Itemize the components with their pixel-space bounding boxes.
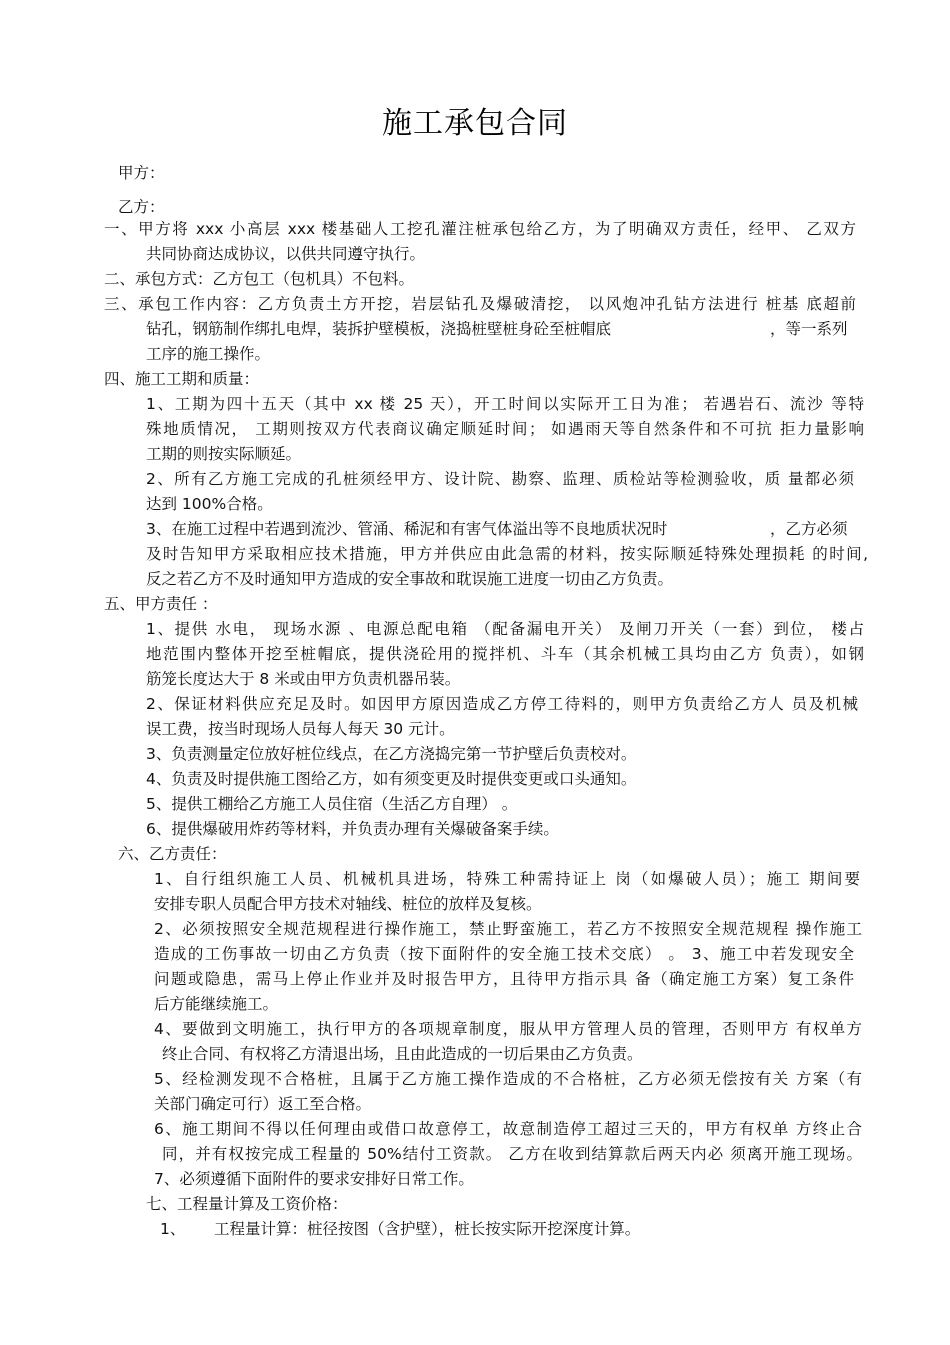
section-6-line-8: 终止合同、有权将乙方清退出场，且由此造成的一切后果由乙方负责。 [162, 1045, 643, 1063]
document-title: 施工承包合同 [382, 106, 568, 141]
section-6-line-11: 6、施工期间不得以任何理由或借口故意停工，故意制造停工超过三天的，甲方有权单 方终止合 [154, 1120, 862, 1138]
party-b-label: 乙方： [118, 198, 165, 216]
section-7-item-1-text: 工程量计算：桩径按图（含护壁），桩长按实际开挖深度计算。 [214, 1220, 641, 1238]
section-2-line: 二、承包方式：乙方包工（包机具）不包料。 [104, 270, 415, 288]
section-4-item-3-line-1b: ，乙方必须 [770, 520, 848, 538]
section-6-line-10: 关部门确定可行）返工至合格。 [154, 1095, 372, 1113]
section-1-line-1: 一、甲方将 xxx 小高层 xxx 楼基础人工挖孔灌注桩承包给乙方，为了明确双方责任，经甲、 乙双方 [104, 220, 856, 238]
section-6-line-3: 2、必须按照安全规范规程进行操作施工，禁止野蛮施工，若乙方不按照安全规范规程 操作施工 [154, 920, 862, 938]
section-4-heading: 四、施工工期和质量： [104, 370, 260, 388]
section-6-line-1: 1、自行组织施工人员、机械机具进场，特殊工种需持证上 岗（如爆破人员）；施工 期间要 [154, 870, 860, 888]
party-a-label: 甲方： [118, 164, 165, 182]
section-3-line-3: 工序的施工操作。 [146, 345, 271, 363]
section-4-item-1-line-2: 殊地质情况， 工期则按双方代表商议确定顺延时间； 如遇雨天等自然条件和不可抗 拒力量影响 [146, 420, 864, 438]
section-4-item-2-line-2: 达到 100%合格。 [146, 495, 273, 513]
section-4-item-2-line-1: 2、所有乙方施工完成的孔桩须经甲方、设计院、勘察、监理、质检站等检测验收，质 量都必须 [146, 470, 854, 488]
section-6-line-9: 5、经检测发现不合格桩，且属于乙方施工操作造成的不合格桩，乙方必须无偿按有关 方案（有 [154, 1070, 862, 1088]
section-5-line-2: 地范围内整体开挖至桩帽底，提供浇砼用的搅拌机、斗车（其余机械工具均由乙方 负责），如钢 [146, 645, 864, 663]
section-4-item-1-line-1: 1、工期为四十五天（其中 xx 楼 25 天），开工时间以实际开工日为准； 若遇岩石、流沙 等特 [146, 395, 864, 413]
section-5-line-9: 6、提供爆破用炸药等材料，并负责办理有关爆破备案手续。 [146, 820, 559, 838]
section-5-line-1: 1、提供 水电， 现场水源 、电源总配电箱 （配备漏电开关） 及闸刀开关（一套）到位， 楼占 [146, 620, 864, 638]
section-1-line-2: 共同协商达成协议，以供共同遵守执行。 [146, 245, 426, 263]
section-6-line-5: 问题或隐患，需马上停止作业并及时报告甲方，且待甲方指示具 备（确定施工方案）复工条件 [154, 970, 854, 988]
section-6-line-4: 造成的工伤事故一切由乙方负责（按下面附件的安全施工技术交底） 。 3、施工中若发现安全 [154, 945, 854, 963]
section-5-line-4: 2、保证材料供应充足及时。如因甲方原因造成乙方停工待料的，则甲方负责给乙方人 员及机械 [146, 695, 858, 713]
section-5-heading: 五、甲方责任 ： [104, 595, 218, 613]
section-7-item-1-number: 1、 [160, 1220, 186, 1238]
section-6-line-7: 4、要做到文明施工，执行甲方的各项规章制度，服从甲方管理人员的管理，否则甲方 有权单方 [154, 1020, 862, 1038]
section-4-item-1-line-3: 工期的则按实际顺延。 [146, 445, 302, 463]
section-3-line-1: 三、承包工作内容：乙方负责土方开挖，岩层钻孔及爆破清挖， 以风炮冲孔钻方法进行 桩基 底超前 [104, 295, 856, 313]
section-4-item-3-line-1a: 3、在施工过程中若遇到流沙、管涌、稀泥和有害气体溢出等不良地质状况时 [146, 520, 668, 538]
section-6-line-13: 7、必须遵循下面附件的要求安排好日常工作。 [154, 1170, 474, 1188]
section-6-line-12: 同，并有权按完成工程量的 50%结付工资款。 乙方在收到结算款后两天内必 须离开施工现场。 [162, 1145, 862, 1163]
section-7-heading: 七、工程量计算及工资价格： [146, 1195, 348, 1213]
section-4-item-3-line-3: 反之若乙方不及时通知甲方造成的安全事故和耽误施工进度一切由乙方负责。 [146, 570, 674, 588]
section-6-line-6: 后方能继续施工。 [154, 995, 279, 1013]
section-4-item-3-line-2: 及时告知甲方采取相应技术措施，甲方并供应由此急需的材料，按实际顺延特殊处理损耗 的时间, [146, 545, 868, 563]
section-3-line-2b: ，等一系列 [770, 320, 848, 338]
section-5-line-8: 5、提供工棚给乙方施工人员住宿（生活乙方自理） 。 [146, 795, 518, 813]
section-5-line-3: 筋笼长度达大于 8 米或由甲方负责机器吊装。 [146, 670, 461, 688]
section-6-line-2: 安排专职人员配合甲方技术对轴线、桩位的放样及复核。 [154, 895, 542, 913]
section-5-line-5: 误工费，按当时现场人员每人每天 30 元计。 [146, 720, 455, 738]
section-5-line-7: 4、负责及时提供施工图给乙方，如有须变更及时提供变更或口头通知。 [146, 770, 637, 788]
section-5-line-6: 3、负责测量定位放好桩位线点，在乙方浇捣完第一节护壁后负责校对。 [146, 745, 637, 763]
section-6-heading: 六、乙方责任： [118, 845, 227, 863]
section-3-line-2a: 钻孔，钢筋制作绑扎电焊，装拆护壁模板，浇捣桩壁桩身砼至桩帽底 [146, 320, 612, 338]
